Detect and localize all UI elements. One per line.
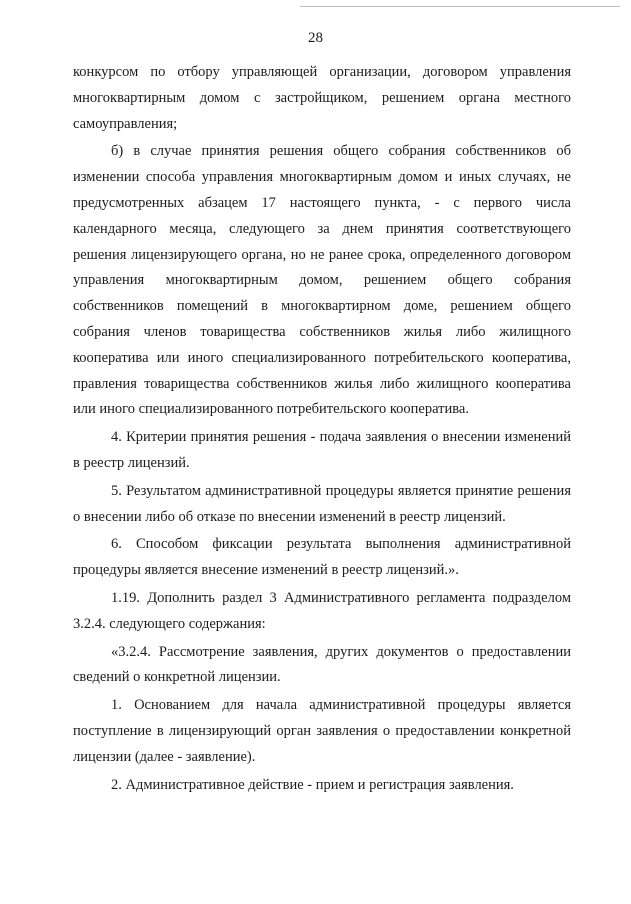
paragraph-b: б) в случае принятия решения общего собрания собственников об изменении способа управления многоквартирным домом и иных случаях, не предусмотренных абзацем 17 настоящего пункта, - с первого числа календарного месяца, следующего за днем принятия соответствующего решения лицензирующего органа, но не ранее срока, определенного договором управления многоквартирным домом, решением общего собрания собственников помещений в многоквартирном доме, решением общего собрания членов товарищества собственников жилья либо жилищного кооператива или иного специализированного потребительского кооператива, правления товарищества собственников жилья либо жилищного кооператива или иного специализированного потребительского кооператива.: [73, 143, 571, 418]
paragraph-3-2-4-item-2: 2. Административное действие - прием и регистрация заявления.: [111, 776, 514, 793]
paragraph-3-2-4-heading: «3.2.4. Рассмотрение заявления, других документов о предоставлении сведений о конкретной лицензии.: [73, 643, 571, 686]
paragraph-6: 6. Способом фиксации результата выполнения административной процедуры является внесение изменений в реестр лицензий.».: [73, 536, 571, 579]
scan-edge-line: [300, 6, 620, 7]
page-number: 28: [308, 30, 323, 46]
paragraph-1-19: 1.19. Дополнить раздел 3 Административного регламента подразделом 3.2.4. следующего содержания:: [73, 589, 571, 632]
paragraph-3-2-4-item-1: 1. Основанием для начала административной процедуры является поступление в лицензирующий орган заявления о предоставлении конкретной лицензии (далее - заявление).: [73, 697, 571, 765]
paragraph-continuation: конкурсом по отбору управляющей организации, договором управления многоквартирным домом с застройщиком, решением органа местного самоуправления;: [73, 64, 571, 132]
paragraph-4: 4. Критерии принятия решения - подача заявления о внесении изменений в реестр лицензий.: [73, 429, 571, 471]
paragraph-5: 5. Результатом административной процедуры является принятие решения о внесении либо об отказе по внесении изменений в реестр лицензий.: [73, 482, 571, 525]
document-body: [73, 60, 571, 798]
